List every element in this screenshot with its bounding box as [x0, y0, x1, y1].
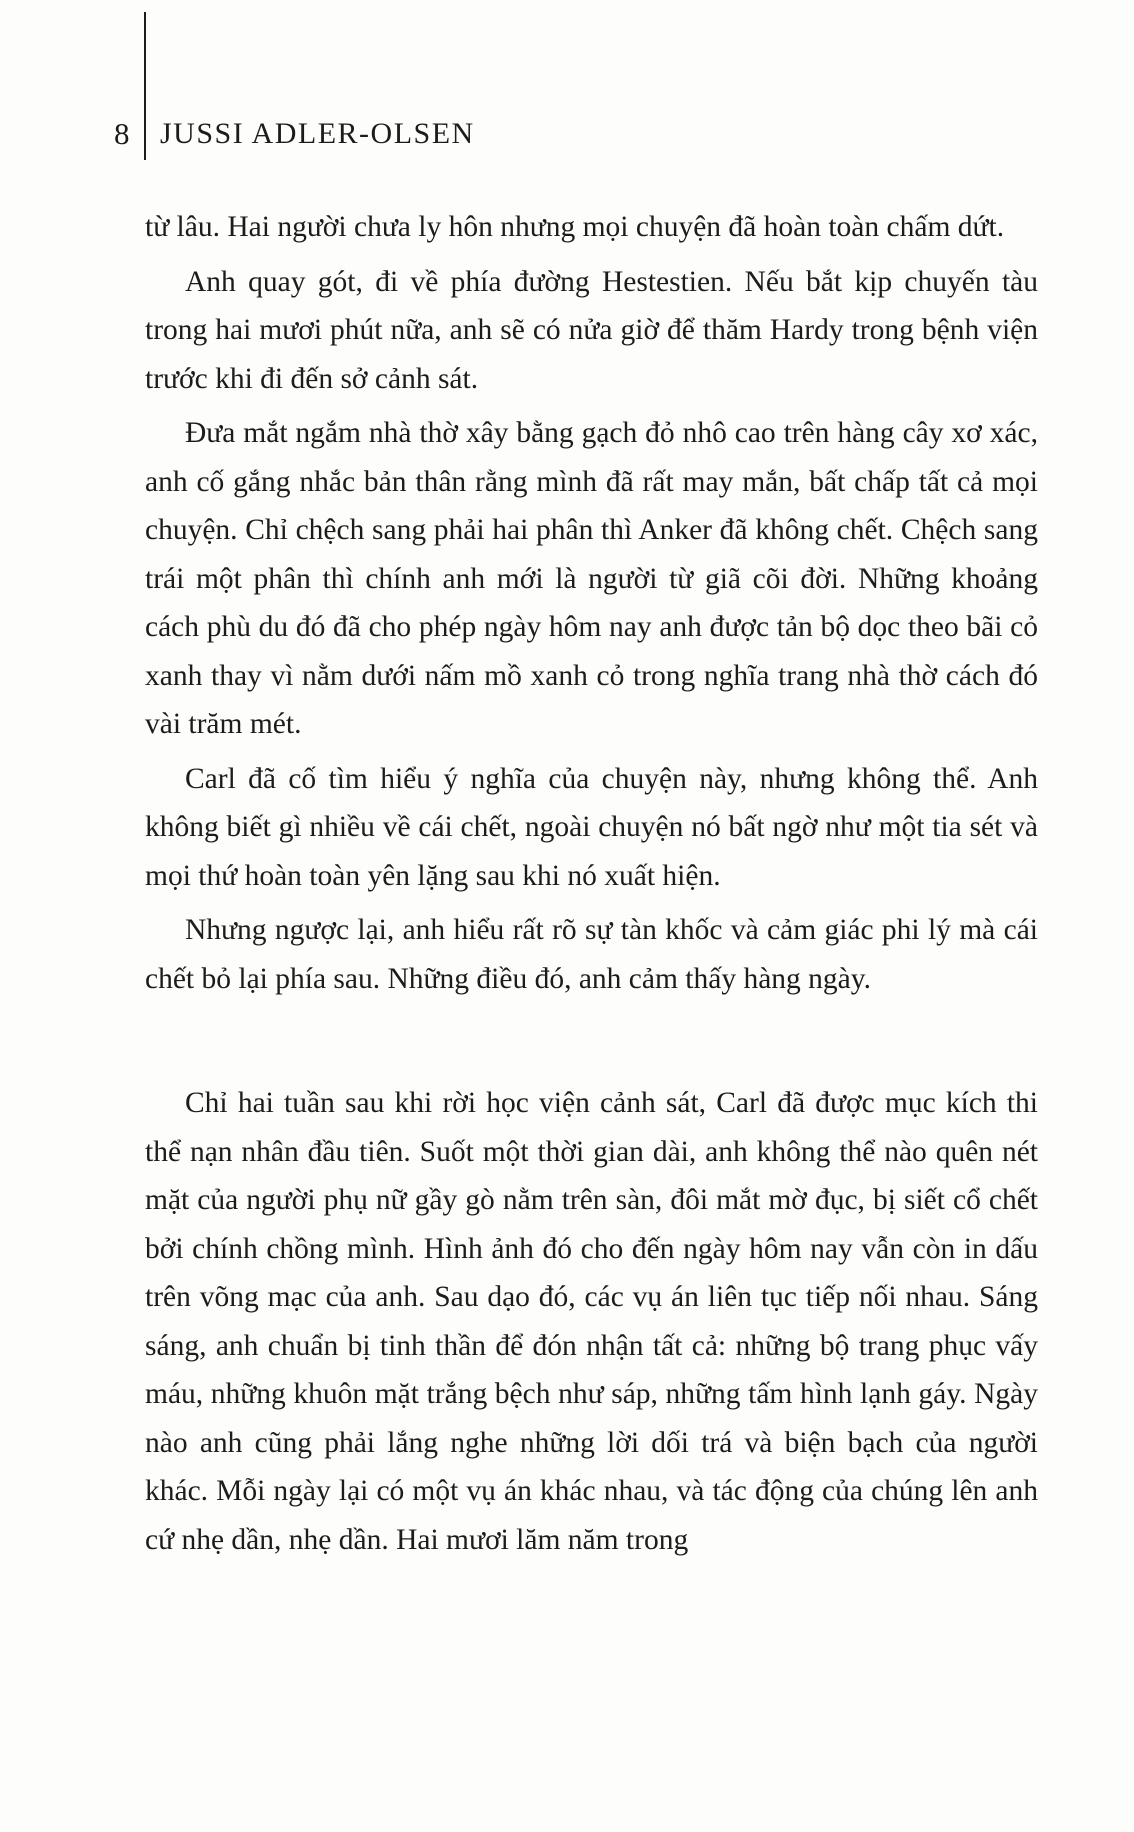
paragraph-3: Đưa mắt ngắm nhà thờ xây bằng gạch đỏ nhô cao trên hàng cây xơ xác, anh cố gắng nhắc bản thân rằng mình đã rất may mắn, bất chấp tất cả mọi chuyện. Chỉ chệch sang phải hai phân thì Anker đã không chết. Chệch sang trái một phân thì chính anh mới là người từ giã cõi đời. Những khoảng cách phù du đó đã cho phép ngày hôm nay anh được tản bộ dọc theo bãi cỏ xanh thay vì nằm dưới nấm mồ xanh cỏ trong nghĩa trang nhà thờ cách đó vài trăm mét.: [145, 417, 1038, 740]
body-text: [145, 203, 1038, 1570]
header-vertical-rule: [144, 12, 146, 160]
running-title: JUSSI ADLER-OLSEN: [160, 117, 475, 150]
paragraph-5: Nhưng ngược lại, anh hiểu rất rõ sự tàn khốc và cảm giác phi lý mà cái chết bỏ lại phía sau. Những điều đó, anh cảm thấy hàng ngày.: [145, 914, 1038, 995]
paragraph-6: Chỉ hai tuần sau khi rời học viện cảnh sát, Carl đã được mục kích thi thể nạn nhân đầu tiên. Suốt một thời gian dài, anh không thể nào quên nét mặt của người phụ nữ gầy gò nằm trên sàn, đôi mắt mờ đục, bị siết cổ chết bởi chính chồng mình. Hình ảnh đó cho đến ngày hôm nay vẫn còn in dấu trên võng mạc của anh. Sau dạo đó, các vụ án liên tục tiếp nối nhau. Sáng sáng, anh chuẩn bị tinh thần để đón nhận tất cả: những bộ trang phục vấy máu, những khuôn mặt trắng bệch như sáp, những tấm hình lạnh gáy. Ngày nào anh cũng phải lắng nghe những lời dối trá và biện bạch của người khác. Mỗi ngày lại có một vụ án khác nhau, và tác động của chúng lên anh cứ nhẹ dần, nhẹ dần. Hai mươi lăm năm trong: [145, 1087, 1038, 1556]
paragraph-1: từ lâu. Hai người chưa ly hôn nhưng mọi chuyện đã hoàn toàn chấm dứt.: [145, 211, 1005, 243]
paragraph-4: Carl đã cố tìm hiểu ý nghĩa của chuyện này, nhưng không thể. Anh không biết gì nhiều về cái chết, ngoài chuyện nó bất ngờ như một tia sét và mọi thứ hoàn toàn yên lặng sau khi nó xuất hiện.: [145, 762, 1038, 892]
page-number: 8: [114, 116, 130, 151]
paragraph-2: Anh quay gót, đi về phía đường Hestestien. Nếu bắt kịp chuyến tàu trong hai mươi phút nữa, anh sẽ có nửa giờ để thăm Hardy trong bệnh viện trước khi đi đến sở cảnh sát.: [145, 265, 1038, 395]
